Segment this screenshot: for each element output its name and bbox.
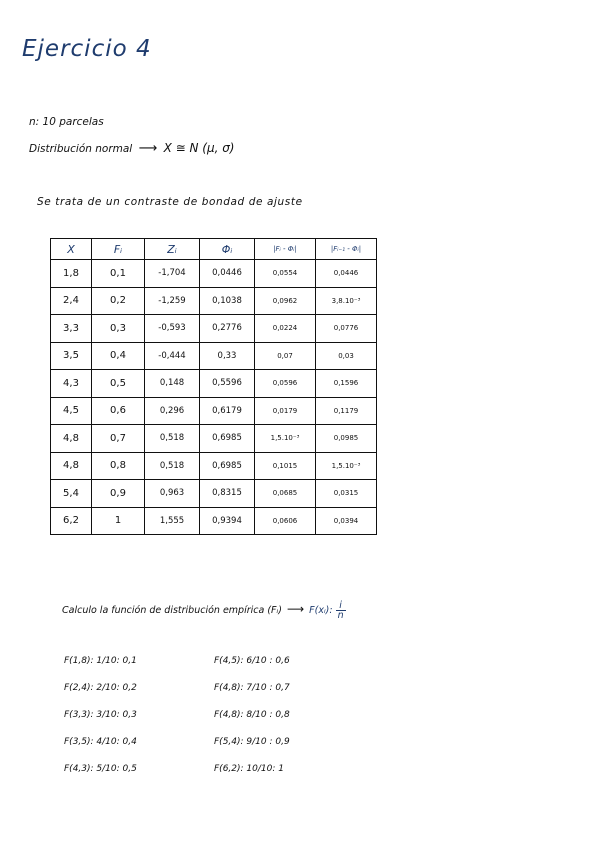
- header-abs-diff: |Fᵢ - Φᵢ|: [255, 239, 316, 260]
- cell-zi: -0,593: [145, 315, 200, 343]
- cell-abs-diff-prev: 0,0776: [316, 315, 377, 343]
- cell-phi: 0,9394: [200, 507, 255, 535]
- cell-zi: 0,518: [145, 452, 200, 480]
- cell-x: 2,4: [51, 287, 92, 315]
- page-title: Ejercicio 4: [22, 36, 152, 62]
- cell-phi: 0,8315: [200, 480, 255, 508]
- table-row: [51, 342, 377, 370]
- cell-x: 4,8: [51, 425, 92, 453]
- header-fi: Fᵢ: [92, 239, 145, 260]
- calc-item: F(5,4): 9/10 : 0,9: [214, 737, 290, 747]
- calc-item: F(3,3): 3/10: 0,3: [64, 710, 137, 720]
- contrast-text: Se trata de un contraste de bondad de ajuste: [37, 196, 303, 208]
- cell-fi: 1: [92, 507, 145, 535]
- table-row: [51, 315, 377, 343]
- calc-item: F(1,8): 1/10: 0,1: [64, 656, 137, 666]
- distribution-line: [29, 141, 235, 156]
- cell-zi: -1,259: [145, 287, 200, 315]
- cell-fi: 0,2: [92, 287, 145, 315]
- cell-phi: 0,1038: [200, 287, 255, 315]
- cell-zi: 0,518: [145, 425, 200, 453]
- distribution-formula: X ≅ N (μ, σ): [163, 141, 235, 155]
- table-row: [51, 425, 377, 453]
- cell-abs-diff: 0,1015: [255, 452, 316, 480]
- table-row: [51, 480, 377, 508]
- cell-abs-diff-prev: 0,0315: [316, 480, 377, 508]
- header-phi: Φᵢ: [200, 239, 255, 260]
- table-body: [51, 260, 377, 535]
- calc-item: F(4,8): 7/10 : 0,7: [214, 683, 290, 693]
- cell-fi: 0,6: [92, 397, 145, 425]
- cell-phi: 0,33: [200, 342, 255, 370]
- cell-abs-diff: 0,0685: [255, 480, 316, 508]
- calc-item: F(3,5): 4/10: 0,4: [64, 737, 137, 747]
- sample-size-line: n: 10 parcelas: [29, 116, 104, 128]
- calc-item: F(4,8): 8/10 : 0,8: [214, 710, 290, 720]
- empirical-formula: [309, 600, 345, 621]
- cell-abs-diff: 0,0179: [255, 397, 316, 425]
- table-row: [51, 507, 377, 535]
- cell-abs-diff-prev: 1,5.10⁻³: [316, 452, 377, 480]
- cell-abs-diff-prev: 0,1179: [316, 397, 377, 425]
- cell-x: 4,8: [51, 452, 92, 480]
- cell-fi: 0,7: [92, 425, 145, 453]
- formula-lhs: F(xᵢ):: [309, 605, 336, 616]
- cell-zi: 0,148: [145, 370, 200, 398]
- cell-phi: 0,5596: [200, 370, 255, 398]
- table-row: [51, 397, 377, 425]
- cell-phi: 0,6179: [200, 397, 255, 425]
- header-zi: Zᵢ: [145, 239, 200, 260]
- cell-abs-diff-prev: 0,0394: [316, 507, 377, 535]
- arrow-icon: ⟶: [286, 602, 305, 616]
- cell-phi: 0,2776: [200, 315, 255, 343]
- cell-phi: 0,6985: [200, 452, 255, 480]
- cell-abs-diff: 0,0962: [255, 287, 316, 315]
- calc-item: F(4,3): 5/10: 0,5: [64, 764, 137, 774]
- calc-item: F(6,2): 10/10: 1: [214, 764, 284, 774]
- cell-x: 6,2: [51, 507, 92, 535]
- fraction: [336, 601, 346, 620]
- cell-zi: -1,704: [145, 260, 200, 288]
- table-row: [51, 260, 377, 288]
- cell-fi: 0,9: [92, 480, 145, 508]
- cell-abs-diff-prev: 0,0985: [316, 425, 377, 453]
- cell-abs-diff: 0,07: [255, 342, 316, 370]
- cell-abs-diff-prev: 0,0446: [316, 260, 377, 288]
- arrow-icon: ⟶: [138, 141, 158, 156]
- table-row: [51, 452, 377, 480]
- calc-item: F(2,4): 2/10: 0,2: [64, 683, 137, 693]
- cell-zi: -0,444: [145, 342, 200, 370]
- goodness-of-fit-table: [50, 238, 377, 535]
- cell-abs-diff-prev: 0,03: [316, 342, 377, 370]
- header-abs-diff-prev: |Fᵢ₋₁ - Φᵢ|: [316, 239, 377, 260]
- table-header-row: [51, 239, 377, 260]
- cell-abs-diff: 0,0554: [255, 260, 316, 288]
- empirical-distribution-line: [62, 601, 346, 620]
- cell-abs-diff: 0,0606: [255, 507, 316, 535]
- cell-x: 3,5: [51, 342, 92, 370]
- cell-fi: 0,1: [92, 260, 145, 288]
- fraction-denominator: n: [337, 610, 344, 621]
- header-x: X: [51, 239, 92, 260]
- cell-zi: 0,296: [145, 397, 200, 425]
- cell-x: 4,5: [51, 397, 92, 425]
- cell-abs-diff: 1,5.10⁻³: [255, 425, 316, 453]
- cell-abs-diff-prev: 0,1596: [316, 370, 377, 398]
- cell-phi: 0,6985: [200, 425, 255, 453]
- cell-phi: 0,0446: [200, 260, 255, 288]
- cell-fi: 0,4: [92, 342, 145, 370]
- fraction-numerator: i: [336, 601, 346, 611]
- cell-abs-diff: 0,0224: [255, 315, 316, 343]
- distribution-label: Distribución normal: [29, 143, 133, 155]
- table-row: [51, 287, 377, 315]
- calc-item: F(4,5): 6/10 : 0,6: [214, 656, 290, 666]
- empirical-text: Calculo la función de distribución empírica (Fᵢ): [62, 605, 282, 616]
- cell-fi: 0,8: [92, 452, 145, 480]
- cell-x: 4,3: [51, 370, 92, 398]
- cell-zi: 1,555: [145, 507, 200, 535]
- cell-zi: 0,963: [145, 480, 200, 508]
- table-row: [51, 370, 377, 398]
- cell-abs-diff-prev: 3,8.10⁻³: [316, 287, 377, 315]
- cell-x: 5,4: [51, 480, 92, 508]
- cell-fi: 0,3: [92, 315, 145, 343]
- cell-fi: 0,5: [92, 370, 145, 398]
- cell-x: 1,8: [51, 260, 92, 288]
- cell-abs-diff: 0,0596: [255, 370, 316, 398]
- cell-x: 3,3: [51, 315, 92, 343]
